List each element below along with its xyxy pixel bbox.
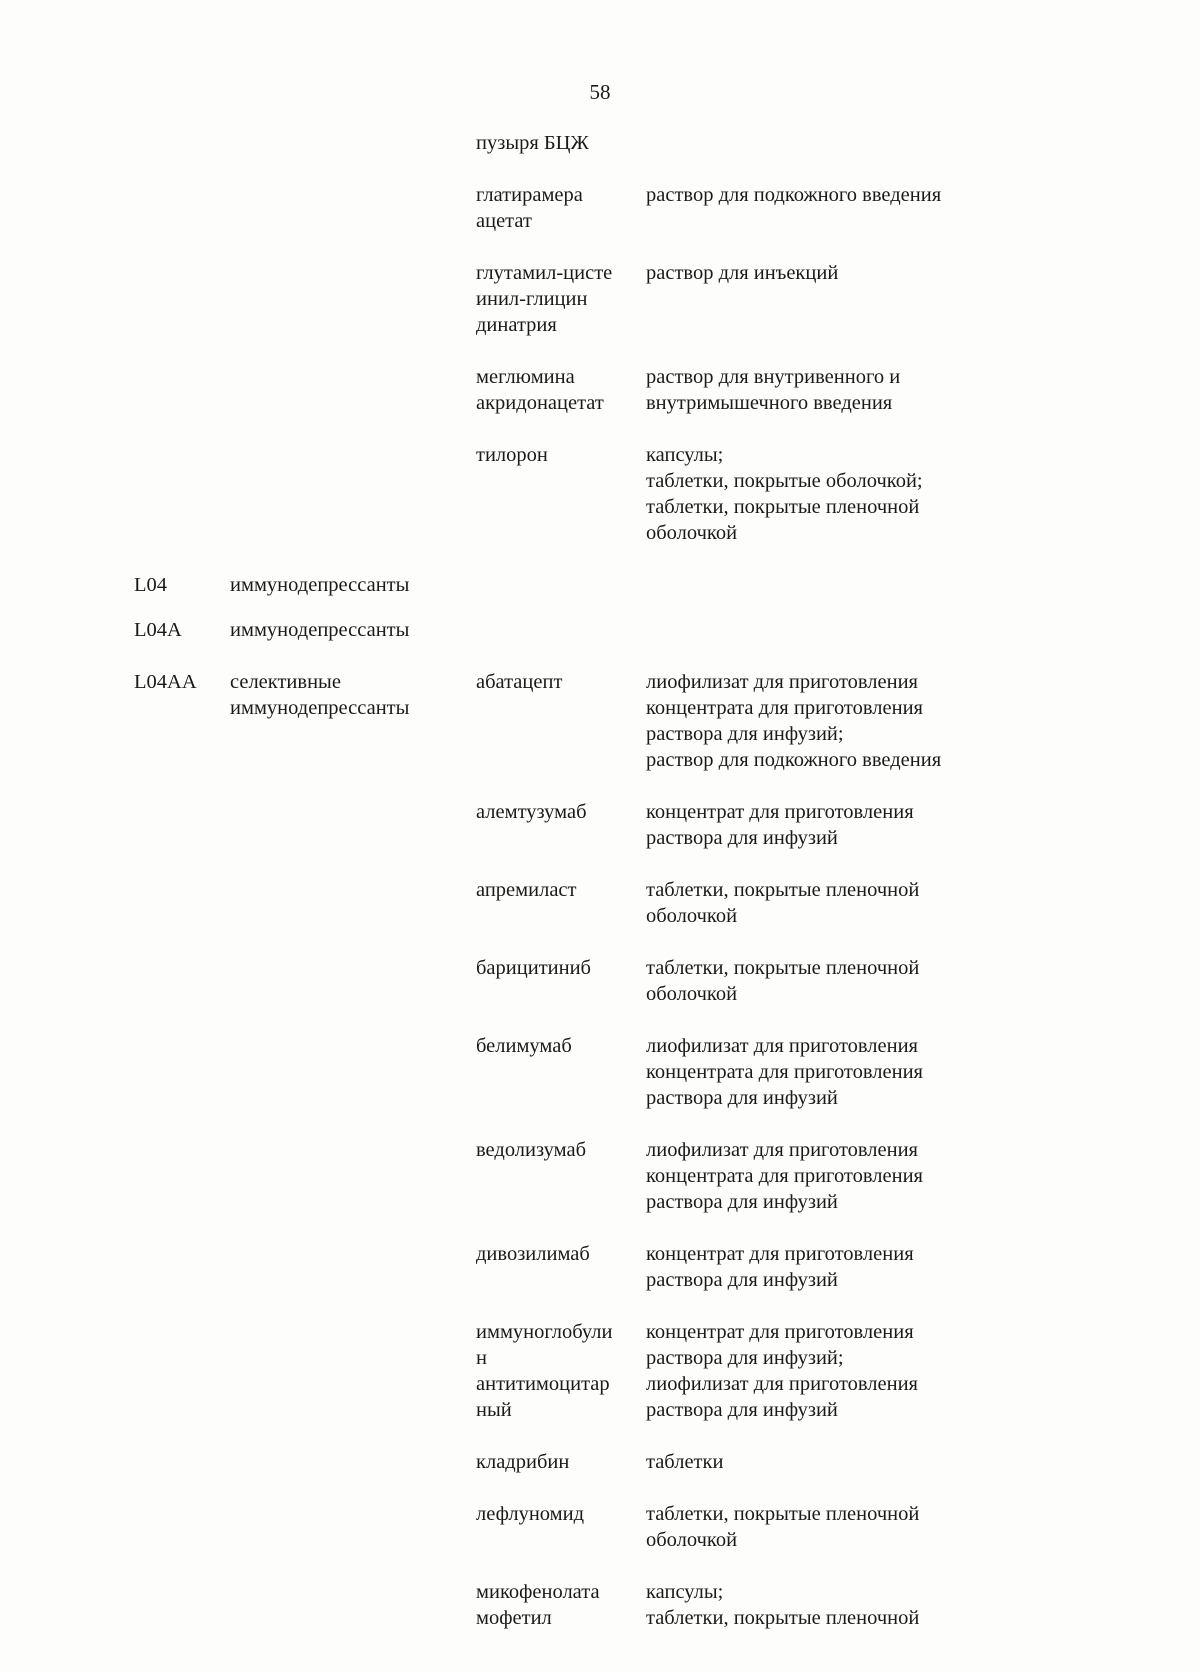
dosage-form: концентрат для приготовления раствора для инфузий bbox=[646, 1243, 914, 1291]
table-row bbox=[0, 182, 1200, 234]
drug-name: глутамил-цисте инил-глицин динатрия bbox=[476, 262, 613, 336]
dosage-form: раствор для инъекций bbox=[646, 262, 839, 284]
drug-name: абатацепт bbox=[476, 671, 563, 693]
dosage-form: лиофилизат для приготовления концентрата для приготовления раствора для инфузий; раствор для подкожного введения bbox=[646, 671, 942, 771]
table-row bbox=[0, 260, 1200, 338]
drug-name: тилорон bbox=[476, 444, 548, 466]
drug-name: иммуноглобули н антитимоцитар ный bbox=[476, 1321, 613, 1421]
dosage-form: лиофилизат для приготовления концентрата для приготовления раствора для инфузий bbox=[646, 1035, 923, 1109]
table-row bbox=[0, 799, 1200, 851]
drug-name: ведолизумаб bbox=[476, 1139, 587, 1161]
table-row bbox=[0, 955, 1200, 1007]
table-row bbox=[0, 669, 1200, 773]
dosage-form: капсулы; таблетки, покрытые оболочкой; таблетки, покрытые пленочной оболочкой bbox=[646, 444, 923, 544]
table-row bbox=[0, 1241, 1200, 1293]
table-row bbox=[0, 572, 1200, 598]
drug-name: пузыря БЦЖ bbox=[476, 132, 589, 154]
table-row bbox=[0, 442, 1200, 546]
atc-code: L04AA bbox=[134, 671, 197, 693]
table-row bbox=[0, 1449, 1200, 1475]
table-row bbox=[0, 1137, 1200, 1215]
dosage-form: раствор для подкожного введения bbox=[646, 184, 942, 206]
pharmacological-group: иммунодепрессанты bbox=[230, 574, 410, 596]
table-row bbox=[0, 1319, 1200, 1423]
table-row bbox=[0, 1579, 1200, 1631]
drug-name: апремиласт bbox=[476, 879, 577, 901]
dosage-form: таблетки bbox=[646, 1451, 724, 1473]
drug-table bbox=[0, 130, 1200, 1657]
dosage-form: капсулы; таблетки, покрытые пленочной bbox=[646, 1581, 920, 1629]
table-row bbox=[0, 877, 1200, 929]
dosage-form: раствор для внутривенного и внутримышечного введения bbox=[646, 366, 901, 414]
pharmacological-group: селективные иммунодепрессанты bbox=[230, 671, 410, 719]
drug-name: кладрибин bbox=[476, 1451, 570, 1473]
dosage-form: лиофилизат для приготовления концентрата для приготовления раствора для инфузий bbox=[646, 1139, 923, 1213]
drug-name: меглюмина акридонацетат bbox=[476, 366, 604, 414]
dosage-form: концентрат для приготовления раствора для инфузий; лиофилизат для приготовления раствора для инфузий bbox=[646, 1321, 918, 1421]
table-row bbox=[0, 1033, 1200, 1111]
drug-name: глатирамера ацетат bbox=[476, 184, 583, 232]
drug-name: микофенолата мофетил bbox=[476, 1581, 600, 1629]
dosage-form: таблетки, покрытые пленочной оболочкой bbox=[646, 1503, 920, 1551]
atc-code: L04A bbox=[134, 619, 182, 641]
table-row bbox=[0, 364, 1200, 416]
dosage-form: концентрат для приготовления раствора для инфузий bbox=[646, 801, 914, 849]
table-row bbox=[0, 1501, 1200, 1553]
page-number: 58 bbox=[589, 80, 611, 104]
pharmacological-group: иммунодепрессанты bbox=[230, 619, 410, 641]
drug-name: барицитиниб bbox=[476, 957, 591, 979]
drug-name: дивозилимаб bbox=[476, 1243, 590, 1265]
dosage-form: таблетки, покрытые пленочной оболочкой bbox=[646, 879, 920, 927]
dosage-form: таблетки, покрытые пленочной оболочкой bbox=[646, 957, 920, 1005]
drug-name: алемтузумаб bbox=[476, 801, 587, 823]
table-row bbox=[0, 617, 1200, 643]
table-row bbox=[0, 130, 1200, 156]
drug-name: белимумаб bbox=[476, 1035, 572, 1057]
atc-code: L04 bbox=[134, 574, 168, 596]
drug-name: лефлуномид bbox=[476, 1503, 585, 1525]
